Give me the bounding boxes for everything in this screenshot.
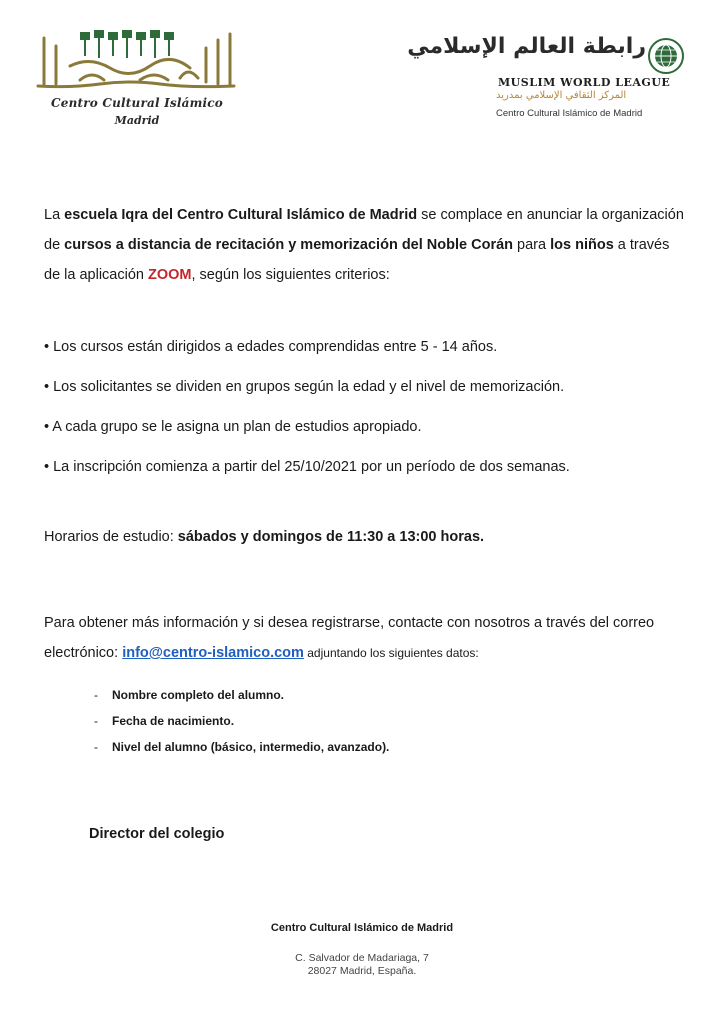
english-league-title: MUSLIM WORLD LEAGUE [498,76,671,89]
criteria-item: • La inscripción comienza a partir del 25/10/2021 por un período de dos semanas. [44,459,570,475]
criteria-list [44,332,684,492]
footer [0,922,724,978]
intro-paragraph [44,200,684,290]
zoom-highlight: ZOOM [148,267,192,283]
intro-text-5: , según los siguientes criterios: [191,267,390,283]
criteria-item: • A cada grupo se le asigna un plan de estudios apropiado. [44,419,422,435]
footer-address-line1: C. Salvador de Madariaga, 7 [295,952,429,964]
list-item-label: Nombre completo del alumno. [112,688,285,702]
centro-cultural-logo [30,26,244,130]
email-link[interactable]: info@centro-islamico.com [122,645,304,661]
intro-text-1: La [44,207,65,223]
intro-text-4: a través de la aplicación [44,237,670,283]
school-name: escuela Iqra del Centro Cultural Islámico de Madrid [64,207,418,223]
list-item [94,708,389,734]
contact-paragraph [44,608,684,668]
list-item-label: Nivel del alumno (básico, intermedio, avanzado). [112,740,390,754]
contact-suffix: adjuntando los siguientes datos: [303,646,479,660]
arabic-league-title: رابطة العالم الإسلامي [407,34,646,59]
required-data-list [94,682,389,760]
schedule-line [44,522,684,552]
dash-icon: - [94,688,98,702]
criteria-item: • Los cursos están dirigidos a edades comprendidas entre 5 - 14 años. [44,339,498,355]
criteria-item: • Los solicitantes se dividen en grupos según la edad y el nivel de memorización. [44,379,565,395]
course-name: cursos a distancia de recitación y memorización del Noble Corán [64,237,514,253]
dash-icon: - [94,714,98,728]
center-subtitle: Centro Cultural Islámico de Madrid [496,108,643,119]
signature-title: Director del colegio [89,826,225,842]
logo-caption-line1: Centro Cultural Islámico [51,96,223,110]
schedule-value: sábados y domingos de 11:30 a 13:00 horas. [177,529,485,545]
logo-caption-line2: Madrid [114,114,160,127]
footer-org: Centro Cultural Islámico de Madrid [270,922,454,934]
intro-text-2: se complace en anunciar la organización de [44,207,684,253]
intro-text-3: para [513,237,551,253]
dash-icon: - [94,740,98,754]
muslim-world-league-logo [407,30,690,126]
footer-address-line2: 28027 Madrid, España. [307,965,417,977]
arabic-calligraphy-logo-icon [30,26,244,96]
arabic-center-subtitle: المركز الثقافي الإسلامي بمدريد [496,90,627,101]
globe-emblem-icon [646,36,686,76]
audience: los niños [550,237,614,253]
list-item [94,734,389,760]
list-item-label: Fecha de nacimiento. [112,714,235,728]
list-item [94,682,389,708]
schedule-label: Horarios de estudio: [44,529,178,545]
contact-text: Para obtener más información y si desea registrarse, contacte con nosotros a través del correo electrónico: [44,615,655,661]
